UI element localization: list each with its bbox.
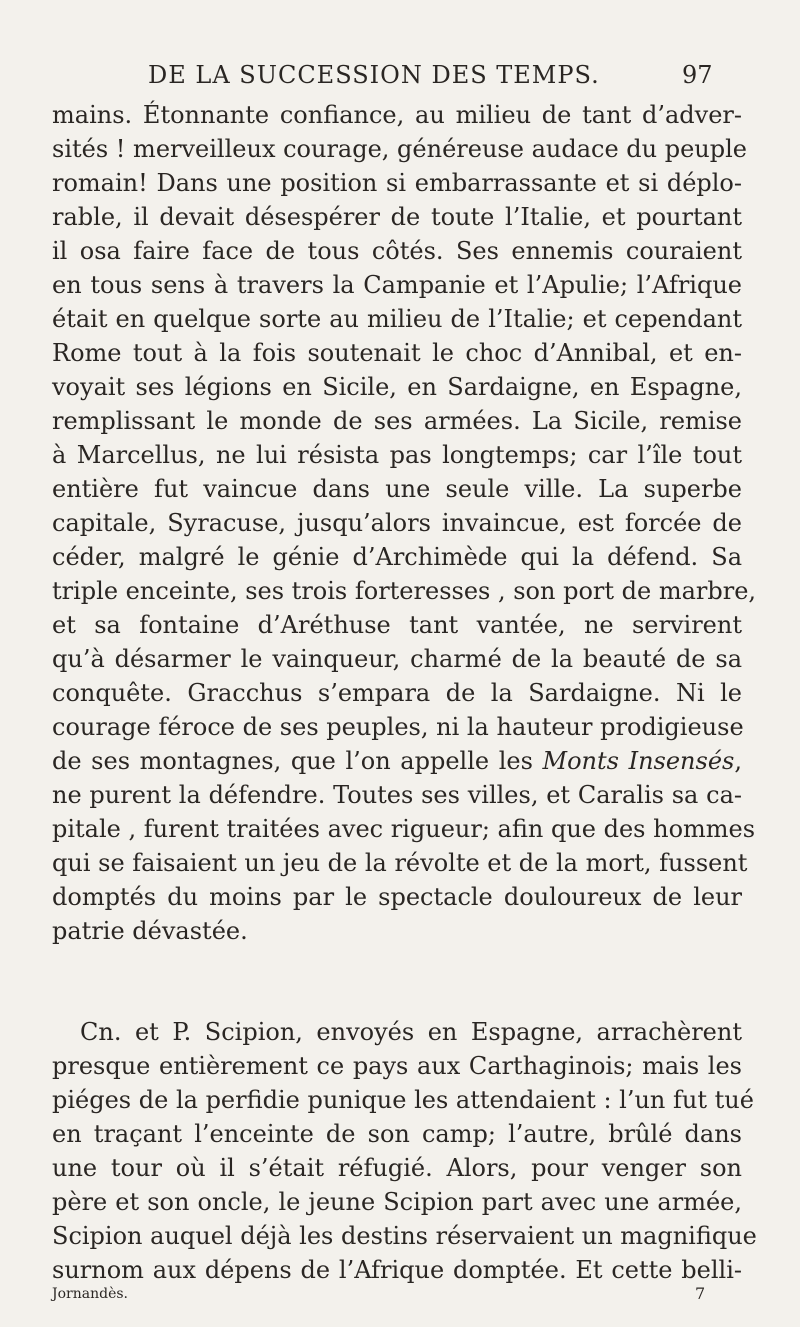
text-line: père et son oncle, le jeune Scipion part avec une armée,	[52, 1188, 742, 1216]
text-line: entière fut vaincue dans une seule ville. La superbe	[52, 475, 742, 503]
text-line: était en quelque sorte au milieu de l’Italie; et cependant	[52, 305, 742, 333]
text-line: capitale, Syracuse, jusqu’alors invaincue, est forcée de	[52, 509, 742, 537]
body-text	[52, 98, 757, 1287]
text-line: courage féroce de ses peuples, ni la hauteur prodigieuse	[52, 713, 744, 741]
text-line: remplissant le monde de ses armées. La Sicile, remise	[52, 407, 742, 435]
text-line: presque entièrement ce pays aux Carthaginois; mais les	[52, 1052, 742, 1080]
text-line: céder, malgré le génie d’Archimède qui la défend. Sa	[52, 543, 742, 571]
page-header	[0, 61, 800, 101]
text-line: ne purent la défendre. Toutes ses villes, et Caralis sa ca-	[52, 781, 742, 809]
text-line: il osa faire face de tous côtés. Ses ennemis couraient	[52, 237, 742, 265]
paragraph-2	[52, 1015, 757, 1287]
text-line: surnom aux dépens de l’Afrique domptée. Et cette belli-	[52, 1256, 742, 1284]
text-line: domptés du moins par le spectacle douloureux de leur	[52, 883, 742, 911]
signature-mark: Jornandès.	[52, 1286, 128, 1302]
text-line: Rome tout à la fois soutenait le choc d’Annibal, et en-	[52, 339, 742, 367]
text-line: qui se faisaient un jeu de la révolte et de la mort, fussent	[52, 849, 748, 877]
text-line: romain! Dans une position si embarrassante et si déplo-	[52, 169, 742, 197]
text-line: voyait ses légions en Sicile, en Sardaigne, en Espagne,	[52, 373, 742, 401]
text-segment: ,	[734, 747, 742, 775]
text-line: en traçant l’enceinte de son camp; l’autre, brûlé dans	[52, 1120, 742, 1148]
text-line: en tous sens à travers la Campanie et l’Apulie; l’Afrique	[52, 271, 742, 299]
page-footer	[0, 1286, 800, 1316]
text-line: patrie dévastée.	[52, 917, 248, 945]
text-line: et sa fontaine d’Aréthuse tant vantée, ne servirent	[52, 611, 742, 639]
paragraph-1	[52, 98, 757, 948]
running-title: DE LA SUCCESSION DES TEMPS.	[148, 61, 600, 89]
text-line: conquête. Gracchus s’empara de la Sardaigne. Ni le	[52, 679, 742, 707]
paragraph-spacer	[52, 948, 742, 1015]
text-line: rable, il devait désespérer de toute l’Italie, et pourtant	[52, 203, 742, 231]
text-line: une tour où il s’était réfugié. Alors, pour venger son	[52, 1154, 742, 1182]
text-line: mains. Étonnante confiance, au milieu de tant d’adver-	[52, 101, 742, 129]
text-segment: de ses montagnes, que l’on appelle les	[52, 747, 543, 775]
text-line: triple enceinte, ses trois forteresses , son port de marbre,	[52, 577, 757, 605]
text-line: sités ! merveilleux courage, généreuse audace du peuple	[52, 135, 747, 163]
text-line: à Marcellus, ne lui résista pas longtemps; car l’île tout	[52, 441, 742, 469]
italic-place-name: Monts Insensés	[542, 747, 735, 775]
text-line-with-italic	[52, 744, 742, 778]
text-line: Cn. et P. Scipion, envoyés en Espagne, arrachèrent	[80, 1018, 742, 1046]
text-line: pitale , furent traitées avec rigueur; afin que des hommes	[52, 815, 756, 843]
signature-number: 7	[695, 1284, 706, 1303]
page-number: 97	[682, 61, 713, 89]
text-line: Scipion auquel déjà les destins réservaient un magnifique	[52, 1222, 757, 1250]
text-line: qu’à désarmer le vainqueur, charmé de la beauté de sa	[52, 645, 742, 673]
text-line: piéges de la perfidie punique les attendaient : l’un fut tué	[52, 1086, 754, 1114]
